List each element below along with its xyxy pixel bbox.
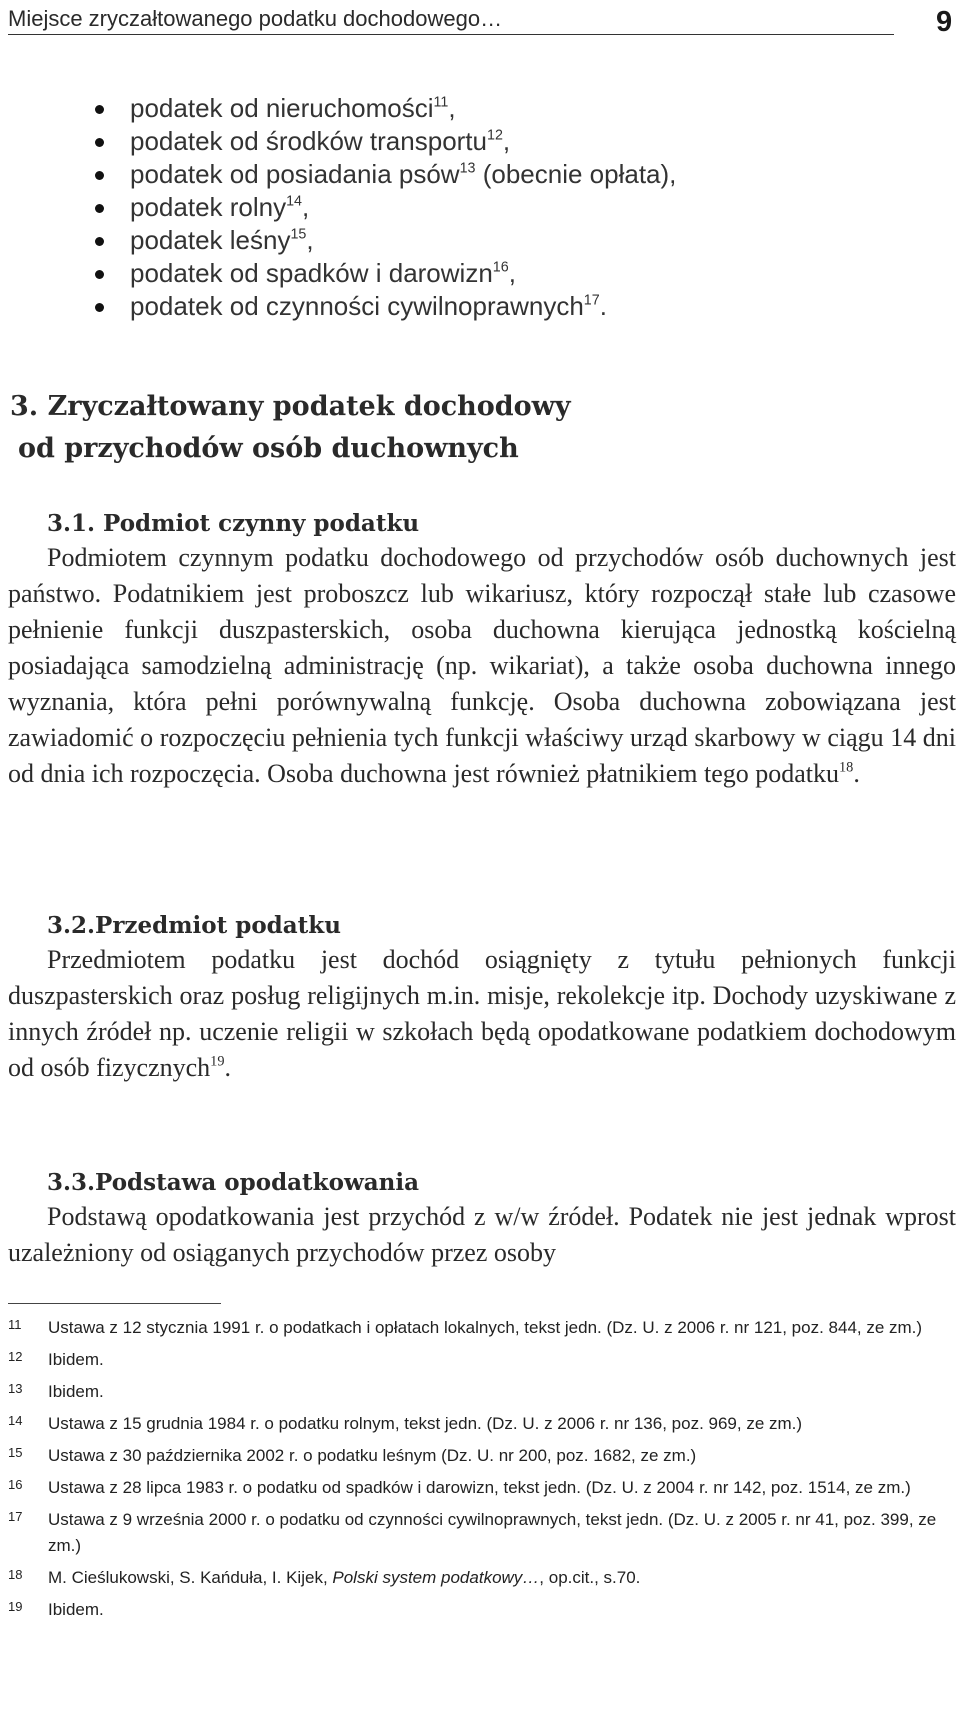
list-item — [95, 224, 676, 257]
paragraph-3-3 — [8, 1199, 956, 1271]
footnote-number: 16 — [8, 1477, 23, 1492]
running-header — [8, 0, 960, 42]
list-item — [95, 290, 676, 323]
paragraph-text: Przedmiotem podatku jest dochód osiągnięty z tytułu pełnionych funkcji duszpasterskich oraz posług religijnych m.in. misje, rekolekcje itp. Dochody uzyskiwane z innych źródeł np. uczenie religii w szkołach będą opodatkowane podatkiem dochodowym od osób fizycznych — [8, 945, 956, 1082]
footnote-text: Ustawa z 9 września 2000 r. o podatku od czynności cywilnoprawnych, tekst jedn. (Dz. U. z 2005 r. nr 41, poz. 399, ze zm.) — [48, 1510, 937, 1555]
list-item — [95, 92, 676, 125]
footnote — [8, 1443, 956, 1469]
footnote-ref: 11 — [433, 94, 449, 111]
footnote-ref: 16 — [492, 259, 509, 276]
footnote-ref: 15 — [290, 226, 307, 243]
footnote-ref: 19 — [210, 1053, 225, 1070]
tax-bullet-list — [95, 92, 676, 323]
list-item-trail: , — [502, 126, 511, 156]
page-number: 9 — [936, 6, 953, 38]
paragraph-3-1 — [8, 540, 956, 792]
list-item-text: podatek od środków transportu — [130, 126, 487, 156]
section-heading-line1: 3. Zryczałtowany podatek dochodowy — [10, 391, 571, 422]
footnote-text: Ibidem. — [48, 1382, 104, 1401]
list-item-text: podatek od posiadania psów — [130, 159, 460, 189]
list-item-trail: (obecnie opłata), — [475, 159, 677, 189]
footnote-number: 15 — [8, 1445, 23, 1460]
paragraph-trail: . — [853, 759, 860, 788]
footnote-number: 17 — [8, 1509, 23, 1524]
paragraph-3-2 — [8, 942, 956, 1086]
bullet-icon — [95, 303, 104, 312]
footnotes — [8, 1315, 956, 1629]
bullet-icon — [95, 138, 104, 147]
footnote-text: Ustawa z 12 stycznia 1991 r. o podatkach i opłatach lokalnych, tekst jedn. (Dz. U. z 2006 r. nr 121, poz. 844, ze zm.) — [48, 1318, 923, 1337]
list-item-text: podatek od spadków i darowizn — [130, 258, 493, 288]
subsection-heading-3-3: 3.3.Podstawa opodatkowania — [47, 1169, 420, 1196]
bullet-icon — [95, 105, 104, 114]
subsection-heading-3-1: 3.1. Podmiot czynny podatku — [47, 510, 420, 537]
list-item-text: podatek od czynności cywilnoprawnych — [130, 291, 584, 321]
paragraph-trail: . — [224, 1053, 231, 1082]
footnote-ref: 13 — [459, 160, 476, 177]
footnote — [8, 1411, 956, 1437]
footnote-ref: 18 — [839, 759, 854, 776]
list-item — [95, 158, 676, 191]
footnote — [8, 1565, 956, 1591]
list-item-trail: . — [599, 291, 607, 321]
footnote — [8, 1315, 956, 1341]
footnote-ref: 17 — [583, 292, 600, 309]
footnote-text: Ibidem. — [48, 1350, 104, 1369]
bullet-icon — [95, 237, 104, 246]
footnote — [8, 1507, 956, 1559]
list-item-trail: , — [508, 258, 516, 288]
bullet-icon — [95, 204, 104, 213]
footnote-number: 13 — [8, 1381, 23, 1396]
footnote — [8, 1347, 956, 1373]
paragraph-text: Podstawą opodatkowania jest przychód z w/w źródeł. Podatek nie jest jednak wprost uzależniony od osiąganych przychodów przez osoby — [8, 1202, 956, 1267]
list-item-text: podatek od nieruchomości — [130, 93, 434, 123]
list-item — [95, 191, 676, 224]
footnote-number: 18 — [8, 1567, 23, 1582]
subsection-heading-3-2: 3.2.Przedmiot podatku — [47, 912, 341, 939]
footnote-ref: 14 — [286, 193, 303, 210]
footnote-text: Ustawa z 30 października 2002 r. o podatku leśnym (Dz. U. nr 200, poz. 1682, ze zm.) — [48, 1446, 697, 1465]
footnote-separator — [8, 1303, 221, 1304]
header-rule — [8, 34, 894, 35]
footnote-text: Ibidem. — [48, 1600, 104, 1619]
list-item — [95, 257, 676, 290]
footnote-book-title: Polski system podatkowy… — [332, 1568, 540, 1587]
bullet-icon — [95, 171, 104, 180]
footnote-number: 14 — [8, 1413, 23, 1428]
list-item-trail: , — [302, 192, 310, 222]
footnote — [8, 1379, 956, 1405]
list-item — [95, 125, 676, 158]
section-heading-line2: od przychodów osób duchownych — [18, 433, 519, 464]
footnote-text: Ustawa z 28 lipca 1983 r. o podatku od spadków i darowizn, tekst jedn. (Dz. U. z 2004 r. nr 142, poz. 1514, ze zm.) — [48, 1478, 911, 1497]
footnote-citation: , op.cit., s.70. — [539, 1568, 641, 1587]
footnote — [8, 1597, 956, 1623]
footnote-number: 12 — [8, 1349, 23, 1364]
footnote-authors: M. Cieślukowski, S. Kańduła, I. Kijek, — [48, 1568, 333, 1587]
footnote-text — [48, 1565, 956, 1591]
list-item-text: podatek leśny — [130, 225, 291, 255]
list-item-text: podatek rolny — [130, 192, 287, 222]
running-title: Miejsce zryczałtowanego podatku dochodowego… — [8, 6, 503, 31]
bullet-icon — [95, 270, 104, 279]
footnote-number: 19 — [8, 1599, 23, 1614]
footnote-text: Ustawa z 15 grudnia 1984 r. o podatku rolnym, tekst jedn. (Dz. U. z 2006 r. nr 136, poz. 969, ze zm.) — [48, 1414, 803, 1433]
footnote-number: 11 — [8, 1317, 22, 1332]
footnote-ref: 12 — [487, 127, 503, 144]
list-item-trail: , — [448, 93, 456, 123]
paragraph-text: Podmiotem czynnym podatku dochodowego od przychodów osób duchownych jest państwo. Podatnikiem jest proboszcz lub wikariusz, który rozpoczął stałe lub czasowe pełnienie funkcji duszpasterskich, osoba duchowna kierująca jednostką kościelną posiadająca samodzielną administrację (np. wikariat), a także osoba duchowna innego wyznania, która pełni porównywalną funkcję. Osoba duchowna zobowiązana jest zawiadomić o rozpoczęciu pełnienia tych funkcji właściwy urząd skarbowy w ciągu 14 dni od dnia ich rozpoczęcia. Osoba duchowna jest również płatnikiem tego podatku — [8, 543, 956, 788]
footnote — [8, 1475, 956, 1501]
list-item-trail: , — [306, 225, 314, 255]
